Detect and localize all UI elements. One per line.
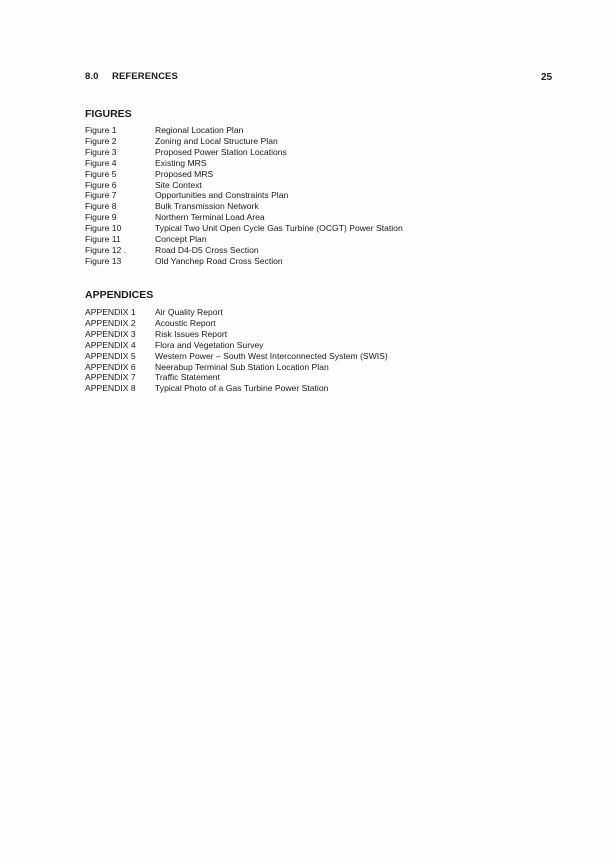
figure-entry-label: Figure 4 bbox=[85, 157, 117, 168]
figure-entry-label: Figure 9 bbox=[85, 212, 117, 223]
figure-entry-label: Figure 7 bbox=[85, 190, 117, 201]
appendix-entry-label: APPENDIX 8 bbox=[85, 383, 136, 394]
figure-entry-title: Opportunities and Constraints Plan bbox=[155, 190, 289, 201]
page-number: 25 bbox=[541, 72, 553, 83]
figure-entry-label: Figure 6 bbox=[85, 179, 117, 190]
figure-entry-title: Zoning and Local Structure Plan bbox=[155, 135, 278, 146]
appendix-entry-label: APPENDIX 4 bbox=[85, 339, 136, 350]
figure-entry bbox=[85, 147, 403, 158]
figure-entry-title: Proposed MRS bbox=[155, 168, 214, 179]
figure-entry-label: Figure 8 bbox=[85, 201, 117, 212]
figure-entry-label: Figure 11 bbox=[85, 234, 121, 245]
figure-entry bbox=[85, 201, 403, 212]
appendix-entry bbox=[85, 329, 388, 340]
figures-heading: FIGURES bbox=[85, 108, 132, 120]
figure-entry-title: Northern Terminal Load Area bbox=[155, 212, 265, 223]
figure-entry-label: Figure 10 bbox=[85, 223, 122, 234]
appendix-entry bbox=[85, 383, 388, 394]
appendix-entry-label: APPENDIX 6 bbox=[85, 361, 136, 372]
appendices-list bbox=[85, 307, 388, 394]
appendix-entry bbox=[85, 340, 388, 351]
figure-entry bbox=[85, 169, 403, 180]
appendix-entry-title: Neerabup Terminal Sub Station Location Plan bbox=[155, 361, 329, 372]
figure-entry-title: Existing MRS bbox=[155, 157, 207, 168]
figure-entry-label: Figure 2 bbox=[85, 135, 117, 146]
appendix-entry bbox=[85, 351, 388, 362]
figure-entry bbox=[85, 223, 403, 234]
figure-entry-title: Concept Plan bbox=[155, 234, 207, 245]
figure-entry-label: Figure 13 bbox=[85, 255, 122, 266]
figure-entry-label: Figure 5 bbox=[85, 168, 117, 179]
figure-entry bbox=[85, 190, 403, 201]
appendix-entry-title: Acoustic Report bbox=[155, 317, 216, 328]
figure-entry-title: Proposed Power Station Locations bbox=[155, 146, 287, 157]
figure-entry-title: Regional Location Plan bbox=[155, 125, 244, 135]
figure-entry-title: Typical Two Unit Open Cycle Gas Turbine (OCGT) Power Station bbox=[155, 223, 403, 234]
appendix-entry-title: Traffic Statement bbox=[155, 372, 220, 383]
figure-entry bbox=[85, 136, 403, 147]
appendix-entry bbox=[85, 307, 388, 318]
appendices-heading: APPENDICES bbox=[85, 289, 154, 301]
figure-entry-title: Site Context bbox=[155, 179, 202, 190]
figure-entry bbox=[85, 256, 403, 267]
appendix-entry-title: Risk Issues Report bbox=[155, 328, 228, 339]
appendix-entry-title: Western Power – South West Interconnected System (SWIS) bbox=[155, 350, 388, 361]
figure-entry-title: Old Yanchep Road Cross Section bbox=[155, 255, 283, 266]
appendix-entry-title: Typical Photo of a Gas Turbine Power Station bbox=[155, 383, 329, 394]
figure-entry bbox=[85, 125, 403, 136]
figure-entry bbox=[85, 158, 403, 169]
figure-entry-title: Road D4-D5 Cross Section bbox=[155, 244, 259, 255]
figure-entry-label: Figure 1 bbox=[85, 125, 117, 135]
appendix-entry bbox=[85, 362, 388, 373]
appendix-entry-label: APPENDIX 3 bbox=[85, 328, 136, 339]
section-heading bbox=[85, 71, 178, 82]
figure-entry-label: Figure 3 bbox=[85, 146, 117, 157]
appendix-entry-label: APPENDIX 5 bbox=[85, 350, 136, 361]
section-title: REFERENCES bbox=[112, 71, 178, 82]
appendix-entry-label: APPENDIX 7 bbox=[85, 372, 136, 383]
figure-entry-label: Figure 12 . bbox=[85, 244, 127, 255]
figure-entry bbox=[85, 180, 403, 191]
figure-entry bbox=[85, 234, 403, 245]
appendix-entry-label: APPENDIX 1 bbox=[85, 307, 136, 317]
section-number: 8.0 bbox=[85, 71, 99, 82]
appendix-entry bbox=[85, 318, 388, 329]
appendix-entry-title: Flora and Vegetation Survey bbox=[155, 339, 264, 350]
appendix-entry-title: Air Quality Report bbox=[155, 307, 223, 317]
figure-entry-title: Bulk Transmission Network bbox=[155, 201, 259, 212]
appendix-entry-label: APPENDIX 2 bbox=[85, 317, 136, 328]
figures-list bbox=[85, 125, 403, 267]
figure-entry bbox=[85, 212, 403, 223]
appendix-entry bbox=[85, 372, 388, 383]
figure-entry bbox=[85, 245, 403, 256]
